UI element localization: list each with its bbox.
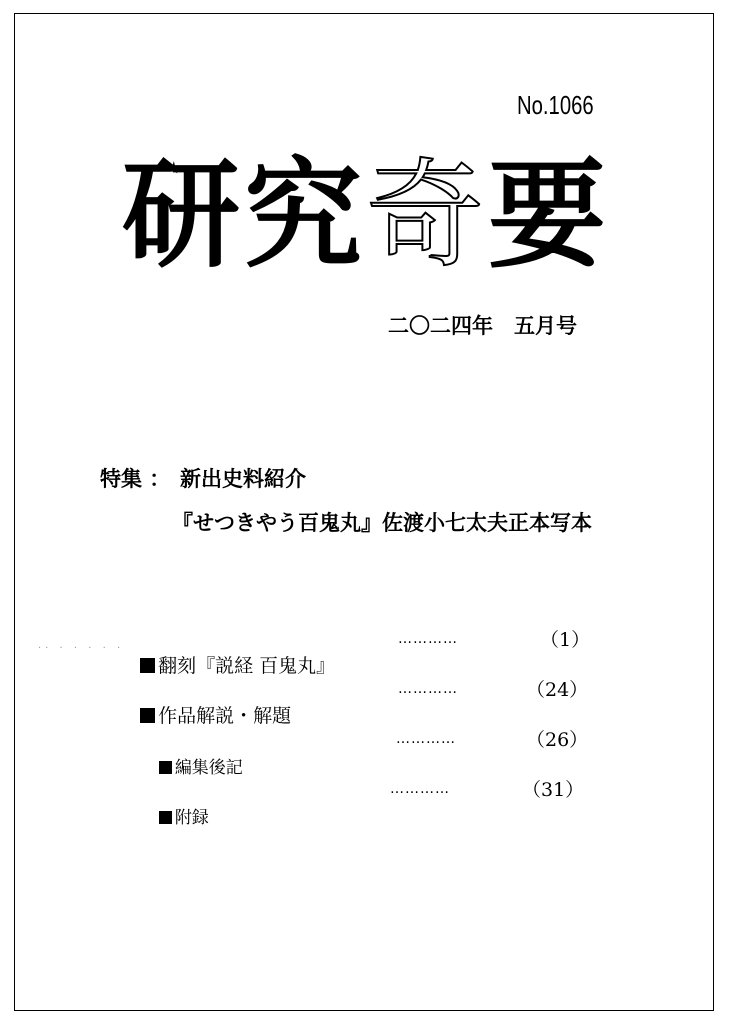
toc-page-number: （1） <box>540 629 591 651</box>
toc-page-number: （31） <box>522 779 585 801</box>
toc-page-number: （26） <box>526 729 589 751</box>
toc-leader-dots: ………… <box>390 781 450 797</box>
journal-title-char-1: 研 <box>121 145 240 284</box>
issue-number: No.1066 <box>517 90 594 120</box>
toc-item-title: 附録 <box>174 808 209 828</box>
square-bullet-icon <box>140 658 155 673</box>
toc-leader-dots: ………… <box>398 631 458 647</box>
toc-item[interactable] <box>128 627 336 677</box>
square-bullet-icon <box>159 761 172 774</box>
toc-item-title: 編集後記 <box>174 758 243 778</box>
square-bullet-icon <box>159 811 172 824</box>
toc-leader-dots: ………… <box>396 731 456 747</box>
toc-item[interactable] <box>148 729 243 778</box>
toc-page-number: （24） <box>526 679 589 701</box>
square-bullet-icon <box>140 708 155 723</box>
feature-subheading: 『せつきやう百鬼丸』佐渡小七太夫正本写本 <box>172 511 592 535</box>
journal-title-char-3-outlined: 奇 <box>365 146 484 284</box>
feature-label: 特集 ： <box>100 467 171 491</box>
journal-title <box>120 145 610 284</box>
issue-date: 二〇二四年 五月号 <box>388 313 577 338</box>
toc-item[interactable] <box>128 677 292 727</box>
journal-title-char-4: 要 <box>487 145 606 284</box>
toc-item-title: 翻刻『説経 百鬼丸』 <box>158 655 336 677</box>
journal-title-char-2: 究 <box>243 145 362 284</box>
toc-item[interactable] <box>148 779 209 828</box>
feature-heading: 新出史料紹介 <box>180 467 306 491</box>
toc-item-title: 作品解説・解題 <box>158 705 292 727</box>
toc-leader-dots: ………… <box>398 681 458 697</box>
faint-margin-dots: .. . . . . . <box>38 640 125 651</box>
